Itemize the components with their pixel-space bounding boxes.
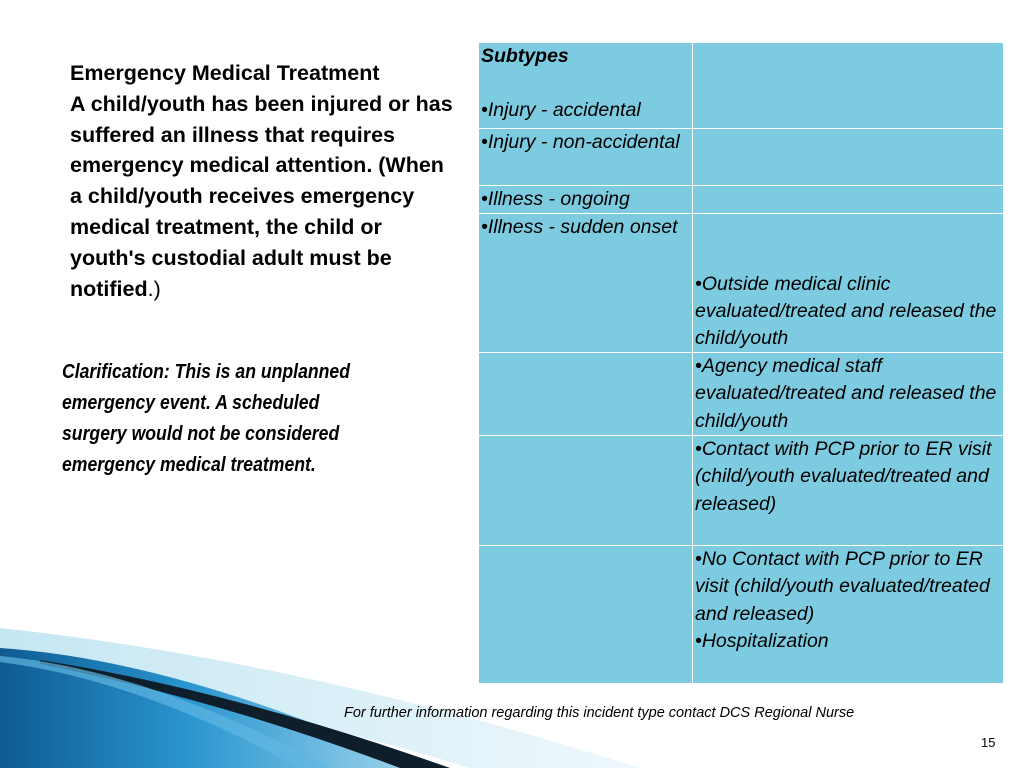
table-row [479, 353, 1004, 436]
table-row [479, 214, 1004, 353]
table-row [479, 546, 1004, 684]
table-cell [479, 186, 693, 214]
table-row [479, 43, 1004, 129]
heading-body [70, 89, 455, 305]
outcome-item: •Hospitalization [695, 629, 829, 652]
outcome-item: •Outside medical clinic evaluated/treated and released the child/youth [695, 272, 997, 349]
heading-body-text: A child/youth has been injured or has suffered an illness that requires emergency medical attention. (When a child/youth receives emergency medical treatment, the child or youth's custodial adult must be [70, 91, 453, 270]
subtype-item: •Injury - non-accidental [481, 131, 680, 153]
outcome-item: •Agency medical staff evaluated/treated and released the child/youth [695, 355, 997, 432]
subtype-item: •Illness - sudden onset [481, 216, 678, 239]
table-cell [479, 353, 693, 436]
outcome-item: •Contact with PCP prior to ER visit (child/youth evaluated/treated and released) [695, 438, 992, 515]
table-row [479, 129, 1004, 186]
outcome-item: •No Contact with PCP prior to ER visit (child/youth evaluated/treated and released) [695, 548, 990, 625]
table-cell [479, 43, 693, 129]
heading-body-tail: .) [147, 276, 161, 301]
table-cell [479, 546, 693, 684]
table-cell [693, 353, 1004, 436]
heading-body-notified: notified [70, 276, 148, 301]
table-cell [693, 436, 1004, 546]
clarification-note [62, 356, 372, 480]
table-cell [693, 214, 1004, 353]
table-cell [693, 186, 1004, 214]
table-cell [693, 43, 1004, 129]
table-row [479, 186, 1004, 214]
table-row [479, 436, 1004, 546]
subtypes-table [478, 42, 1004, 684]
table-cell [479, 436, 693, 546]
heading-title: Emergency Medical Treatment [70, 61, 380, 85]
table-cell [693, 129, 1004, 186]
table-cell [479, 129, 693, 186]
subtype-item: •Injury - accidental [481, 99, 641, 122]
table-cell [693, 546, 1004, 684]
subtypes-header: Subtypes [481, 45, 569, 67]
page-number: 15 [981, 735, 996, 750]
table-cell [479, 214, 693, 353]
clarification-text: Clarification: This is an unplanned emergency event. A scheduled surgery would not be considered emergency medical treatment. [62, 360, 350, 476]
subtype-item: •Illness - ongoing [481, 188, 630, 210]
footer-note: For further information regarding this incident type contact DCS Regional Nurse [344, 705, 855, 721]
heading-block [70, 58, 455, 304]
